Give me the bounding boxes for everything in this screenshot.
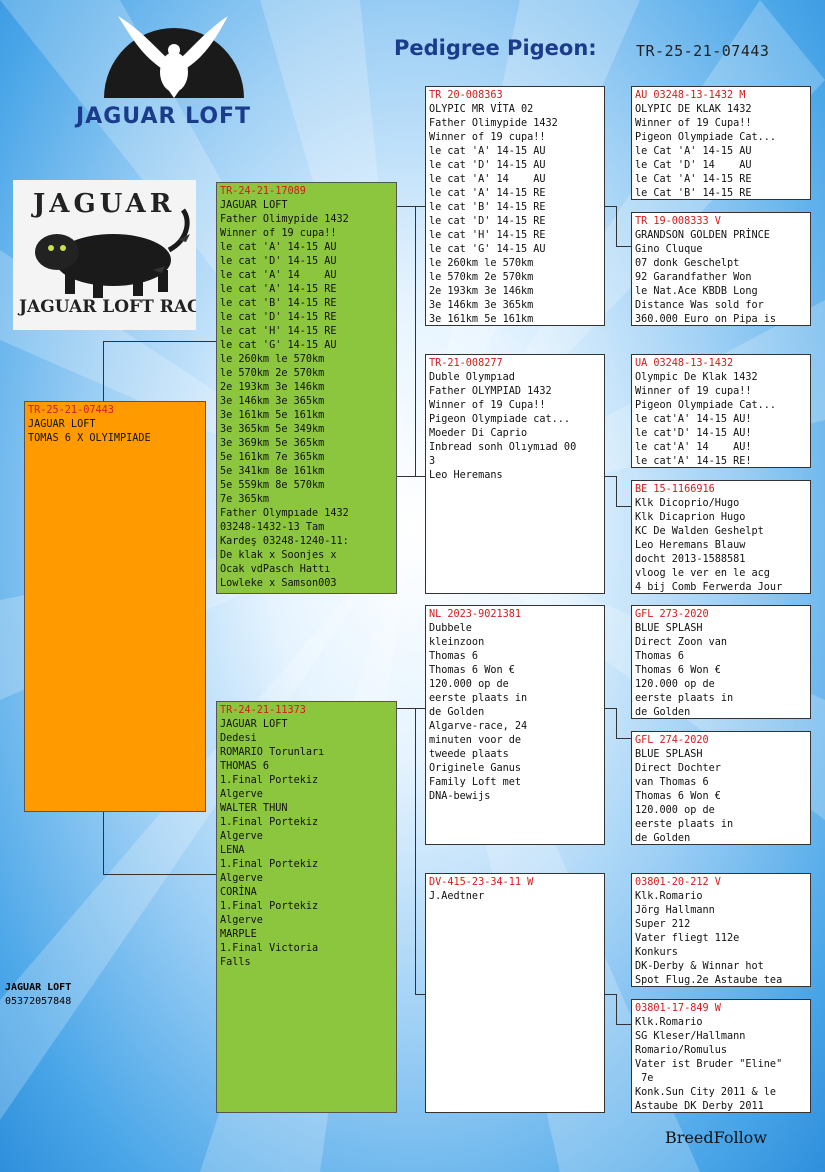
ring-id: TR-25-21-07443 — [28, 405, 114, 416]
pedigree-line: kleinzoon — [429, 637, 485, 648]
pedigree-line: 2e 193km 3e 146km — [220, 382, 325, 393]
pedigree-line: Winner of 19 cupa!! — [429, 132, 546, 143]
pedigree-line: 2e 193km 3e 146km — [429, 286, 534, 297]
pedigree-line: Direct Dochter — [635, 763, 721, 774]
pedigree-line: Winner of 19 cupa!! — [220, 228, 337, 239]
pedigree-box-sire — [216, 182, 397, 594]
pedigree-line: THOMAS 6 — [220, 761, 270, 772]
pedigree-line: van Thomas 6 — [635, 777, 709, 788]
connector — [397, 476, 427, 477]
pedigree-line: Kardeş 03248-1240-11: — [220, 536, 349, 547]
pedigree-line: Ocak vdPasch Hattı — [220, 564, 331, 575]
pedigree-line: le cat 'G' 14-15 AU — [429, 244, 546, 255]
pedigree-line: docht 2013-1588581 — [635, 554, 746, 565]
connector — [616, 708, 617, 738]
pedigree-line: Algerve — [220, 831, 263, 842]
pedigree-box-dds — [631, 873, 811, 987]
pedigree-line: Pigeon Olympiade cat... — [429, 414, 571, 425]
pedigree-line: Leo Heremans Blauw — [635, 540, 746, 551]
ring-id: TR-24-21-17089 — [220, 186, 306, 197]
connector — [103, 812, 104, 874]
pedigree-box-sire-dam — [425, 354, 605, 594]
pedigree-line: le cat 'D' 14-15 AU — [220, 256, 337, 267]
pedigree-line: le cat 'A' 14-15 AU — [429, 146, 546, 157]
pedigree-line: Father OLYMPIAD 1432 — [429, 386, 552, 397]
pedigree-line: 7e — [635, 1073, 654, 1084]
connector — [616, 206, 617, 246]
pedigree-line: 3 — [429, 456, 436, 467]
ring-id: DV-415-23-34-11 W — [429, 877, 534, 888]
connector — [616, 476, 617, 506]
pedigree-line: Astaube DK Derby 2011 — [635, 1101, 764, 1112]
pedigree-line: Klk Dicaprion Hugo — [635, 512, 746, 523]
pedigree-line: CORİNA — [220, 887, 257, 898]
pedigree-line: JAGUAR LOFT — [220, 719, 288, 730]
pedigree-line: Falls — [220, 957, 251, 968]
connector — [604, 206, 616, 207]
pedigree-line: 3e 146km 3e 365km — [220, 396, 325, 407]
pedigree-line: le cat 'H' 14-15 RE — [429, 230, 546, 241]
pedigree-line: 3e 146km 3e 365km — [429, 300, 534, 311]
pedigree-line: 3e 161km 5e 161km — [429, 314, 534, 325]
pedigree-line: Klk.Romario — [635, 891, 703, 902]
pedigree-line: 1.Final Portekiz — [220, 817, 319, 828]
connector — [616, 994, 617, 1024]
pedigree-line: le cat 'A' 14 AU — [429, 174, 546, 185]
pedigree-line: KC De Walden Geshelpt — [635, 526, 764, 537]
pedigree-line: ROMARIO Torunları — [220, 747, 325, 758]
connector — [415, 708, 416, 994]
pedigree-line: eerste plaats in — [635, 819, 734, 830]
pedigree-line: eerste plaats in — [429, 693, 528, 704]
pedigree-line: DK-Derby & Winnar hot — [635, 961, 764, 972]
pedigree-line: Konkurs — [635, 947, 678, 958]
pedigree-line: Inbread sonh Olıymıad 00 — [429, 442, 577, 453]
pedigree-box-sire-sire — [425, 86, 605, 326]
pedigree-line: Spot Flug.2e Astaube tea — [635, 975, 783, 986]
page-title: Pedigree Pigeon: — [394, 36, 597, 60]
pedigree-line: Originele Ganus — [429, 763, 522, 774]
pedigree-line: Distance Was sold for — [635, 300, 764, 311]
pedigree-line: le Cat 'A' 14-15 RE — [635, 174, 752, 185]
pedigree-line: vloog le ver en le acg — [635, 568, 770, 579]
pedigree-line: 03248-1432-13 Tam — [220, 522, 325, 533]
pedigree-line: Winner of 19 cupa!! — [635, 386, 752, 397]
pedigree-line: 4 bij Comb Ferwerda Jour — [635, 582, 783, 593]
pedigree-line: Moeder Di Caprio — [429, 428, 528, 439]
pedigree-line: Klk.Romario — [635, 1017, 703, 1028]
pedigree-line: Winner of 19 Cupa!! — [635, 118, 752, 129]
pedigree-line: 1.Final Victoria — [220, 943, 319, 954]
connector — [397, 708, 415, 709]
pedigree-box-sds — [631, 354, 811, 468]
pedigree-line: WALTER THUN — [220, 803, 288, 814]
pedigree-line: OLYPIC MR VİTA 02 — [429, 104, 534, 115]
pedigree-line: minuten voor de — [429, 735, 522, 746]
pedigree-line: Thomas 6 Won € — [635, 791, 721, 802]
pedigree-line: 3e 365km 5e 349km — [220, 424, 325, 435]
pedigree-line: JAGUAR LOFT — [220, 200, 288, 211]
pedigree-line: le 570km 2e 570km — [220, 368, 325, 379]
pedigree-line: 120.000 op de — [635, 805, 715, 816]
ring-id: UA 03248-13-1432 — [635, 358, 734, 369]
pedigree-box-sdd — [631, 480, 811, 594]
ring-number: TR-25-21-07443 — [636, 42, 770, 60]
connector — [616, 1024, 632, 1025]
pedigree-line: Algerve — [220, 789, 263, 800]
pedigree-line: Jörg Hallmann — [635, 905, 715, 916]
pedigree-line: le cat 'A' 14-15 AU — [220, 242, 337, 253]
ring-id: GFL 274-2020 — [635, 735, 709, 746]
pedigree-line: Konk.Sun City 2011 & le — [635, 1087, 777, 1098]
dove-logo-icon — [104, 12, 244, 98]
ring-id: TR-21-008277 — [429, 358, 503, 369]
connector — [604, 994, 616, 995]
pedigree-line: le cat 'B' 14-15 RE — [220, 298, 337, 309]
pedigree-box-subject — [24, 401, 206, 812]
pedigree-line: le Nat.Ace KBDB Long — [635, 286, 758, 297]
pedigree-line: de Golden — [635, 833, 691, 844]
pedigree-line: MARPLE — [220, 929, 257, 940]
pedigree-line: 07 donk Geschelpt — [635, 258, 740, 269]
pedigree-line: Dubbele — [429, 623, 472, 634]
pedigree-line: 5e 161km 7e 365km — [220, 452, 325, 463]
pedigree-line: Pigeon Olympiade Cat... — [635, 400, 777, 411]
pedigree-line: le cat 'D' 14-15 AU — [429, 160, 546, 171]
ring-id: TR 19-008333 V — [635, 216, 721, 227]
pedigree-line: GRANDSON GOLDEN PRİNCE — [635, 230, 770, 241]
pedigree-line: BLUE SPLASH — [635, 623, 703, 634]
breedfollow-brand: BreedFollow — [665, 1128, 768, 1147]
pedigree-line: J.Aedtner — [429, 891, 485, 902]
pedigree-line: De klak x Soonjes x — [220, 550, 337, 561]
pedigree-line: 1.Final Portekiz — [220, 775, 319, 786]
pedigree-line: le cat 'D' 14-15 RE — [220, 312, 337, 323]
connector — [103, 341, 217, 342]
footer-name: JAGUAR LOFT — [5, 982, 72, 993]
connector — [616, 506, 632, 507]
pedigree-line: Leo Heremans — [429, 470, 503, 481]
logo-top-text: JAGUAR — [33, 189, 176, 219]
pedigree-line: le cat 'A' 14 AU — [220, 270, 337, 281]
pedigree-line: Romario/Romulus — [635, 1045, 728, 1056]
pedigree-line: BLUE SPLASH — [635, 749, 703, 760]
pedigree-line: Olympic De Klak 1432 — [635, 372, 758, 383]
pedigree-line: Klk Dicoprio/Hugo — [635, 498, 740, 509]
pedigree-line: le 260km le 570km — [429, 258, 534, 269]
pedigree-line: le cat 'A' 14-15 RE — [220, 284, 337, 295]
pedigree-line: le cat'A' 14-15 AU! — [635, 414, 752, 425]
connector — [616, 738, 632, 739]
loft-name: JAGUAR LOFT — [76, 104, 252, 129]
pedigree-line: Gino Cluque — [635, 244, 703, 255]
connector — [616, 246, 632, 247]
pedigree-line: le cat'D' 14-15 AU! — [635, 428, 752, 439]
footer-phone: 05372057848 — [5, 996, 72, 1007]
pedigree-line: Dedesi — [220, 733, 257, 744]
logo-bottom-text: JAGUAR LOFT RACE — [19, 297, 196, 317]
pedigree-line: Vater fliegt 112e — [635, 933, 740, 944]
pedigree-line: Algarve-race, 24 — [429, 721, 528, 732]
pedigree-line: 5e 559km 8e 570km — [220, 480, 325, 491]
pedigree-line: 3e 161km 5e 161km — [220, 410, 325, 421]
pedigree-line: Super 212 — [635, 919, 691, 930]
pedigree-line: le cat 'A' 14-15 RE — [429, 188, 546, 199]
jaguar-icon — [13, 180, 196, 330]
pedigree-line: le cat'A' 14-15 RE! — [635, 456, 752, 467]
pedigree-line: 120.000 op de — [635, 679, 715, 690]
ring-id: 03801-17-849 W — [635, 1003, 721, 1014]
pedigree-line: le 260km le 570km — [220, 354, 325, 365]
pedigree-line: Father Olimypide 1432 — [429, 118, 558, 129]
connector — [397, 206, 415, 207]
connector — [604, 708, 616, 709]
ring-id: BE 15-1166916 — [635, 484, 715, 495]
pedigree-line: 1.Final Portekiz — [220, 901, 319, 912]
pedigree-box-dsd — [631, 731, 811, 845]
pedigree-line: 3e 369km 5e 365km — [220, 438, 325, 449]
jaguar-loft-logo — [13, 180, 196, 330]
pedigree-line: Vater ist Bruder "Eline" — [635, 1059, 783, 1070]
pedigree-line: Direct Zoon van — [635, 637, 728, 648]
pedigree-line: 7e 365km — [220, 494, 270, 505]
pedigree-box-dam-dam — [425, 873, 605, 1113]
pedigree-line: le cat 'G' 14-15 AU — [220, 340, 337, 351]
pedigree-line: Algerve — [220, 915, 263, 926]
ring-id: NL 2023-9021381 — [429, 609, 522, 620]
pedigree-box-ssd — [631, 212, 811, 326]
pedigree-line: 5e 341km 8e 161km — [220, 466, 325, 477]
pedigree-line: JAGUAR LOFT — [28, 419, 96, 430]
pedigree-box-ddd — [631, 999, 811, 1113]
pedigree-line: Thomas 6 Won € — [635, 665, 721, 676]
pedigree-line: OLYPIC DE KLAK 1432 — [635, 104, 752, 115]
connector — [415, 206, 416, 476]
connector — [103, 874, 217, 875]
pedigree-box-dss — [631, 605, 811, 719]
pedigree-line: de Golden — [429, 707, 485, 718]
pedigree-line: Duble Olympıad — [429, 372, 515, 383]
pedigree-line: le cat 'H' 14-15 RE — [220, 326, 337, 337]
connector — [103, 341, 104, 401]
pedigree-line: Thomas 6 — [429, 651, 479, 662]
pedigree-line: 1.Final Portekiz — [220, 859, 319, 870]
pedigree-line: SG Kleser/Hallmann — [635, 1031, 746, 1042]
pedigree-line: le cat 'D' 14-15 RE — [429, 216, 546, 227]
pedigree-line: Algerve — [220, 873, 263, 884]
pedigree-line: LENA — [220, 845, 245, 856]
pedigree-line: le Cat 'D' 14 AU — [635, 160, 752, 171]
ring-id: 03801-20-212 V — [635, 877, 721, 888]
pedigree-line: Family Loft met — [429, 777, 522, 788]
pedigree-line: 360.000 Euro on Pipa is — [635, 314, 777, 325]
pedigree-line: 92 Garandfather Won — [635, 272, 752, 283]
pedigree-line: le 570km 2e 570km — [429, 272, 534, 283]
pedigree-line: le cat 'B' 14-15 RE — [429, 202, 546, 213]
pedigree-line: TOMAS 6 X OLYIMPIADE — [28, 433, 151, 444]
pedigree-line: Thomas 6 Won € — [429, 665, 515, 676]
pedigree-line: Father Olympıade 1432 — [220, 508, 349, 519]
ring-id: AU 03248-13-1432 M — [635, 90, 746, 101]
pedigree-line: Thomas 6 — [635, 651, 685, 662]
ring-id: GFL 273-2020 — [635, 609, 709, 620]
pedigree-box-sss — [631, 86, 811, 200]
pedigree-box-dam-sire — [425, 605, 605, 845]
footer-contact — [5, 981, 71, 1009]
pedigree-line: Winner of 19 Cupa!! — [429, 400, 546, 411]
pedigree-line: le Cat 'B' 14-15 RE — [635, 188, 752, 199]
pedigree-line: Father Olimypide 1432 — [220, 214, 349, 225]
pedigree-line: le Cat 'A' 14-15 AU — [635, 146, 752, 157]
pedigree-line: 120.000 op de — [429, 679, 509, 690]
ring-id: TR-24-21-11373 — [220, 705, 306, 716]
pedigree-line: eerste plaats in — [635, 693, 734, 704]
pedigree-line: DNA-bewijs — [429, 791, 491, 802]
connector — [604, 476, 616, 477]
ring-id: TR 20-008363 — [429, 90, 503, 101]
pedigree-box-dam — [216, 701, 397, 1113]
pedigree-line: le cat'A' 14 AU! — [635, 442, 752, 453]
pedigree-line: Pigeon Olympiade Cat... — [635, 132, 777, 143]
pedigree-line: Lowleke x Samson003 — [220, 578, 337, 589]
pedigree-line: de Golden — [635, 707, 691, 718]
pedigree-line: tweede plaats — [429, 749, 509, 760]
